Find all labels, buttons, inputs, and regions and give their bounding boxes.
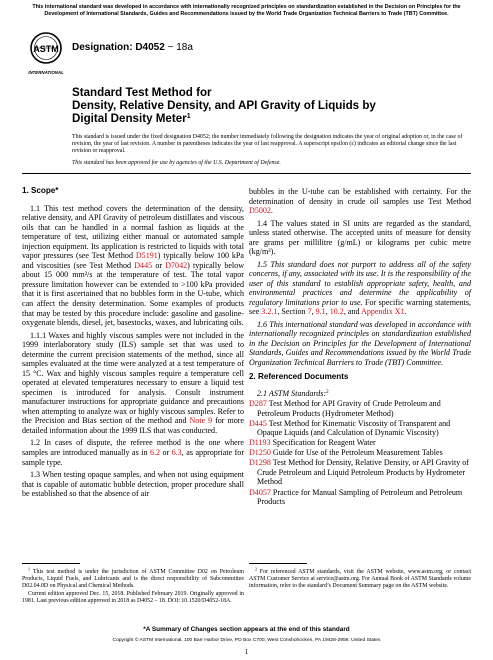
referenced-documents-heading: 2. Referenced Documents [249, 371, 349, 381]
paragraph-1-4: 1.4 The values stated in SI units are regarded as the standard, unless stated otherwise. The accepted units of measure for density are grams per millilitre (g/mL) or kilograms per cubic metre (kg/m³). [249, 218, 471, 257]
title-footnote-mark[interactable]: 1 [186, 113, 191, 121]
reference-item [249, 488, 471, 507]
reference-title: Guide for Use of the Petroleum Measurement Tables [270, 448, 443, 458]
designation [72, 42, 193, 53]
dod-approval-statement: This standard has been approved for use by agencies of the U.S. Department of Defense. [72, 160, 281, 166]
paragraph-1-3: 1.3 When testing opaque samples, and when not using equipment that is capable of automatic bubble detection, proper procedure shall be established so that the absence of air [22, 469, 244, 499]
link-9-1[interactable]: 9.1 [315, 307, 326, 317]
summary-of-changes-note: *A Summary of Changes section appears at the end of this standard [143, 626, 350, 633]
left-column [22, 182, 244, 502]
reference-title: Specification for Reagent Water [270, 438, 376, 448]
paragraph-1-6: 1.6 This international standard was developed in accordance with internationally recognized principles on standardization established in the Decision on Principles for the Development of International Standards, Guides and Recommendations issued by the World Trade Organization Technical Barriers to Trade (TBT) Committee. [249, 319, 471, 367]
page-number: 1 [244, 648, 249, 656]
reference-code-link[interactable]: D445 [249, 418, 267, 428]
footnote-left [22, 566, 244, 606]
copyright-line: Copyright © ASTM International, 100 Barr Harbor Drive, PO Box C700, West Conshohocken, PA 19428-2959. United States [112, 638, 381, 643]
logo-text-bottom: INTERNATIONAL [28, 70, 64, 75]
reference-item [249, 458, 471, 487]
reference-title: Test Method for API Gravity of Crude Petroleum and Petroleum Products (Hydrometer Method) [257, 399, 441, 418]
title-line-3 [72, 112, 467, 125]
paragraph-1-2: 1.2 In cases of dispute, the referee method is the one where samples are introduced manually as in 6.2 or 6.3, as appropriate for sample type. [22, 438, 244, 467]
reference-code-link[interactable]: D287 [249, 399, 267, 409]
astm-logo [28, 30, 64, 82]
reference-title: Test Method for Kinematic Viscosity of Transparent and Opaque Liquids (and Calculation of Dynamic Viscosity) [257, 418, 451, 438]
title-line-3-text: Digital Density Meter [72, 112, 187, 126]
reference-item [249, 448, 471, 458]
reference-code-link[interactable]: D1193 [249, 438, 271, 448]
reference-code-link[interactable]: D1298 [249, 458, 271, 468]
footnote-rule-right [249, 563, 307, 564]
scope-heading: 1. Scope* [22, 186, 59, 195]
footnote-1-edition: Current edition approved Dec. 15, 2018. Published February 2019. Originally approved in 1981. Last previous edition approved in 2018 as D4052 – 18. DOI: 10.1520/D4052-18A. [22, 590, 244, 604]
document-title [72, 86, 467, 126]
footnote-right [249, 566, 471, 591]
designation-suffix: − 18a [164, 42, 193, 53]
paragraph-1-1-1: 1.1.1 Waxes and highly viscous samples were not included in the 1999 interlaboratory study (ILS) sample set that was used to determine the current precision statements of the method, since all samples evaluated at the time were analyzed at a test temperature of 15 °C. Wax and highly viscous samples require a temperature cell operated at elevated temperatures necessary to ensure a liquid test specimen is introduced for analysis. Consult instrument manufacturer instructions for appropriate guidance and precautions when attempting to analyze wax or highly viscous samples. Refer to the Precision and Bias section of the method and Note 9 for more detailed information about the 1999 ILS that was conducted. [22, 330, 244, 436]
designation-label: Designation: D4052 [72, 42, 165, 53]
reference-code-link[interactable]: D4057 [249, 487, 271, 497]
link-d5191[interactable]: D5191 [135, 251, 158, 261]
reference-title: Test Method for Density, Relative Density, or API Gravity of Crude Petroleum and Liquid Petroleum Products by Hydrometer Method [257, 458, 469, 487]
logo-text-top: ASTM [33, 44, 59, 54]
footnote-2: $^2$ For referenced ASTM standards, visit the ASTM website, www.astm.org, or contact ASTM Customer Service at service@astm.org. For Annual Book of ASTM Standards volume information, refer to the standard’s Document Summary page on the ASTM website. [249, 566, 471, 590]
reference-item [249, 438, 471, 448]
reference-list [249, 399, 471, 507]
link-appendix-x1[interactable]: Appendix X1 [361, 307, 405, 317]
reference-code-link[interactable]: D1250 [249, 448, 271, 458]
reference-title: Practice for Manual Sampling of Petroleum and Petroleum Products [257, 487, 463, 507]
ref-footnote-mark[interactable]: 2 [326, 390, 329, 396]
link-section-7[interactable]: 7 [307, 307, 312, 317]
reference-item [249, 419, 471, 438]
standards-notice: This international standard was developed in accordance with internationally recognized principles on standardization established in the Decision on Principles for the Development of International Standards, Guides and Recommendations issued by the World Trade Organization Technical Barriers to Trade (TBT) Committee. [32, 4, 461, 17]
link-6-3[interactable]: 6.3 [171, 448, 182, 457]
right-column [249, 187, 471, 507]
title-line-2: Density, Relative Density, and API Gravity of Liquids by [72, 99, 376, 113]
issuance-statement: This standard is issued under the fixed designation D4052; the number immediately following the designation indicates the year of original adoption or, in the case of revision, the year of last revision. A number in parentheses indicates the year of last reapproval. A superscript epsilon (ε) indicates an editorial change since the last revision or reapproval. [72, 134, 463, 155]
paragraph-1-5: 1.5 This standard does not purport to address all of the safety concerns, if any, associated with its use. It is the responsibility of the user of this standard to establish appropriate safety, health, and environmental practices and determine the applicability of regulatory limitations prior to use. For specific warning statements, see 3.2.1, Section 7, 9.1, 10.2, and Appendix X1. [249, 259, 471, 317]
title-line-1: Standard Test Method for [72, 86, 212, 99]
astm-standards-subheading: 2.1 ASTM Standards:$^2$ [257, 389, 329, 399]
footnote-rule-left [22, 563, 80, 564]
astm-international-logo-icon [31, 33, 61, 63]
paragraph-1-1: 1.1 This test method covers the determination of the density, relative density, and API Gravity of petroleum distillates and viscous oils that can be handled in a normal fashion as liquids at the temperature of test, utilizing either manual or automated sample injection equipment. Its application is restricted to liquids with total vapor pressures (see Test Method D5191) typically below 100 kPa and viscosities (see Test Method D445 or D7042) typically below about 15 000 mm²/s at the temperature of test. The total vapor pressure limitation however can be extended to >100 kPa provided that it is first ascertained that no bubbles form in the U-tube, which can affect the density determination. Some examples of products that may be tested by this procedure include: gasoline and gasoline-oxygenate blends, diesel, jet, basestocks, waxes, and lubricating oils. [22, 203, 245, 328]
link-10-2[interactable]: 10.2 [329, 307, 344, 317]
link-d445[interactable]: D445 [134, 260, 153, 270]
header-divider [22, 173, 471, 174]
link-note-9[interactable]: Note 9 [189, 416, 213, 426]
reference-item [249, 399, 471, 418]
link-6-2[interactable]: 6.2 [149, 448, 161, 457]
link-d7042[interactable]: D7042 [165, 260, 188, 270]
link-3-2-1[interactable]: 3.2.1 [261, 307, 278, 317]
link-d5002[interactable]: D5002 [249, 206, 271, 216]
footnote-1: $^1$ This test method is under the jurisdiction of ASTM Committee D02 on Petroleum Products, Liquid Fuels, and Lubricants and is the direct responsibility of Subcommittee D02.04.0D on Physical and Chemical Methods. [22, 566, 244, 590]
paragraph-1-3-continued: bubbles in the U-tube can be established with certainty. For the determination of density in crude oil samples use Test Method D5002. [249, 187, 471, 216]
